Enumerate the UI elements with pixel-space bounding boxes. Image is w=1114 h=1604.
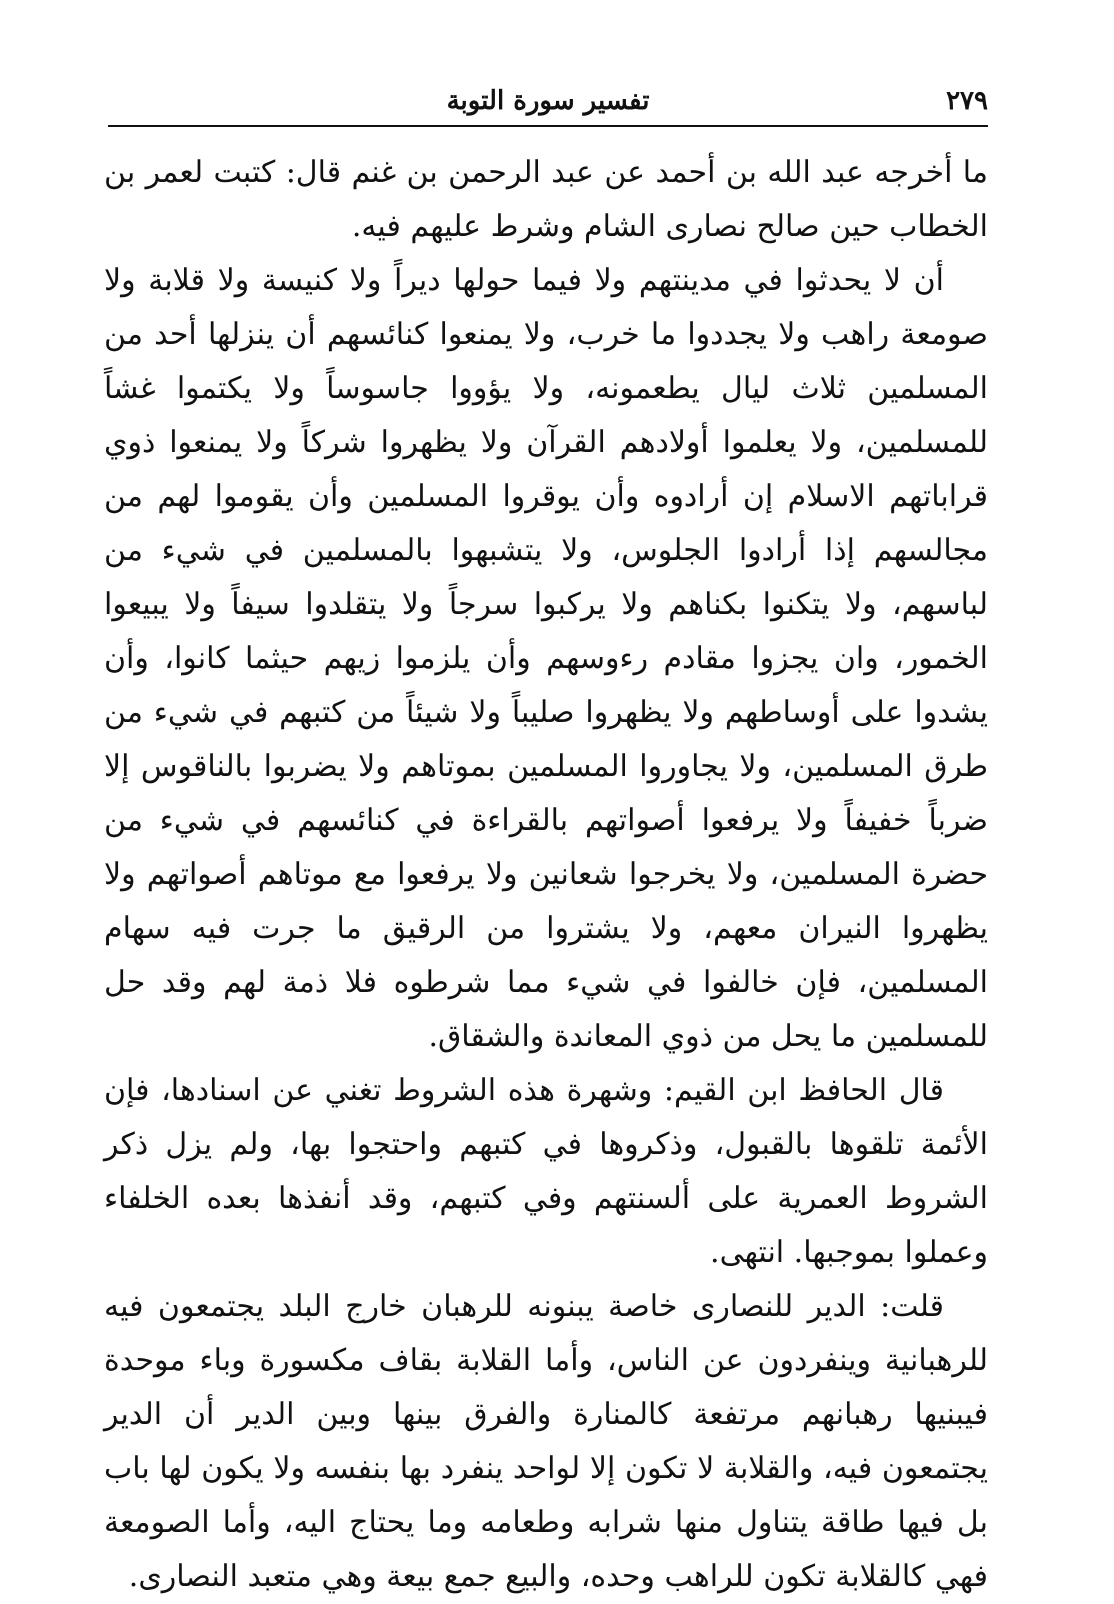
header-rule [108, 125, 988, 127]
page-number: ٢٧٩ [946, 86, 988, 116]
paragraph-conditions: أن لا يحدثوا في مدينتهم ولا فيما حولها ديراً ولا كنيسة ولا قلابة ولا صومعة راهب ولا يجددوا ما خرب، ولا يمنعوا كنائسهم أن ينزلها أحد من المسلمين ثلاث ليال يطعمونه، ولا يؤووا جاسوساً ولا يكتموا غشاً للمسلمين، ولا يعلموا أولادهم القرآن ولا يظهروا شركاً ولا يمنعوا ذوي قراباتهم الاسلام إن أرادوه وأن يوقروا المسلمين وأن يقوموا لهم من مجالسهم إذا أرادوا الجلوس، ولا يتشبهوا بالمسلمين في شيء من لباسهم، ولا يتكنوا بكناهم ولا يركبوا سرجاً ولا يتقلدوا سيفاً ولا يبيعوا الخمور، وان يجزوا مقادم رءوسهم وأن يلزموا زيهم حيثما كانوا، وأن يشدوا على أوساطهم ولا يظهروا صليباً ولا شيئاً من كتبهم في شيء من طرق المسلمين، ولا يجاوروا المسلمين بموتاهم ولا يضربوا بالناقوس إلا ضرباً خفيفاً ولا يرفعوا أصواتهم بالقراءة في كنائسهم في شيء من حضرة المسلمين، ولا يخرجوا شعانين ولا يرفعوا مع موتاهم أصواتهم ولا يظهروا النيران معهم، ولا يشتروا من الرقيق ما جرت فيه سهام المسلمين، فإن خالفوا في شيء مما شرطوه فلا ذمة لهم وقد حل للمسلمين ما يحل من ذوي المعاندة والشقاق. [104, 263, 988, 1054]
running-title: تفسير سورة التوبة [446, 86, 650, 116]
paragraph-ibn-qayyim: قال الحافظ ابن القيم: وشهرة هذه الشروط تغني عن اسنادها، فإن الأئمة تلقوها بالقبول، وذكروها في كتبهم واحتجوا بها، ولم يزل ذكر الشروط العمرية على ألسنتهم وفي كتبهم، وقد أنفذها بعده الخلفاء وعملوا بموجبها. انتهى. [104, 1073, 988, 1270]
page-header [108, 82, 988, 122]
paragraph-intro: ما أخرجه عبد الله بن أحمد عن عبد الرحمن بن غنم قال: كتبت لعمر بن الخطاب حين صالح نصارى الشام وشرط عليهم فيه. [104, 155, 988, 244]
paragraph-commentary: قلت: الدير للنصارى خاصة يبنونه للرهبان خارج البلد يجتمعون فيه للرهبانية وينفردون عن الناس، وأما القلابة بقاف مكسورة وباء موحدة فيبنيها رهبانهم مرتفعة كالمنارة والفرق بينها وبين الدير أن الدير يجتمعون فيه، والقلابة لا تكون إلا لواحد ينفرد بها بنفسه ولا يكون لها باب بل فيها طاقة يتناول منها شرابه وطعامه وما يحتاج اليه، وأما الصومعة فهي كالقلابة تكون للراهب وحده، والبيع جمع بيعة وهي متعبد النصارى. [104, 1289, 989, 1594]
body-text [104, 146, 988, 1604]
